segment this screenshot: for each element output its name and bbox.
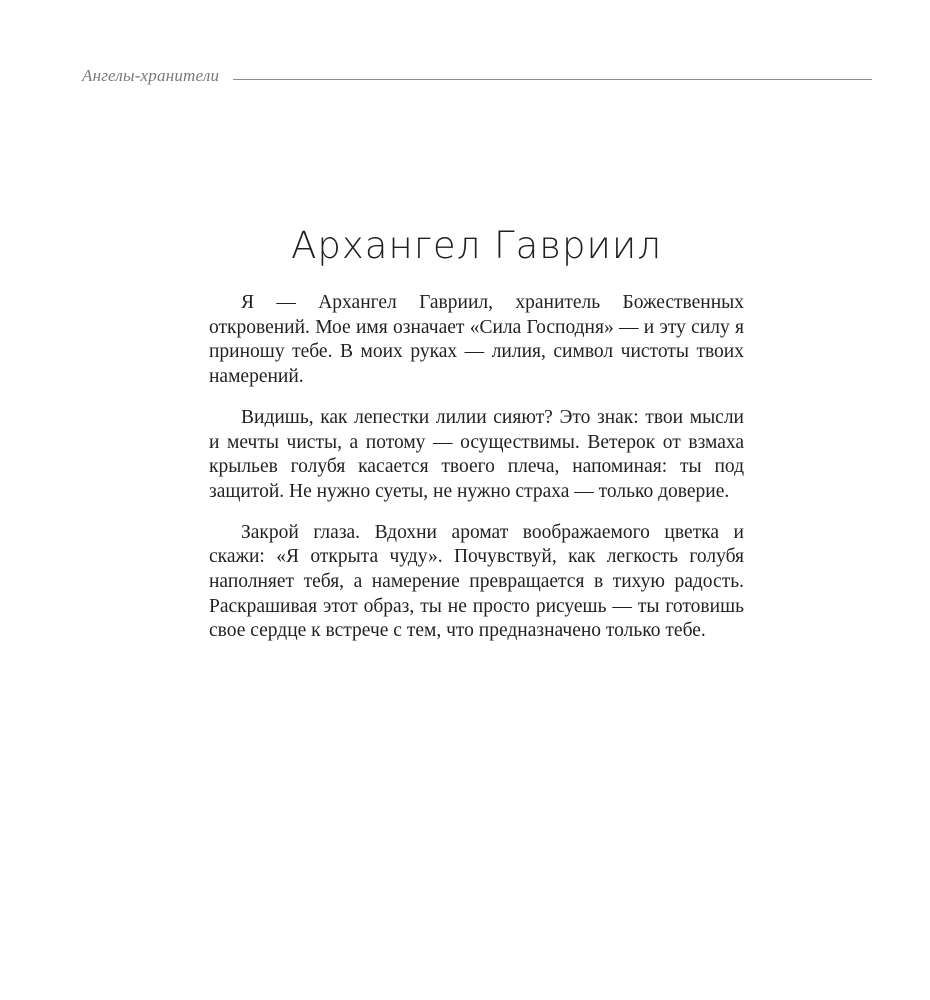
body-text [209,291,744,660]
paragraph-2: Видишь, как лепестки лилии сияют? Это знак: твои мысли и мечты чисты, а потому — осуществимы. Ветерок от взмаха крыльев голубя касается твоего плеча, напоминая: ты под защитой. Не нужно суеты, не нужно страха — только доверие. [209,406,744,502]
paragraph-1: Я — Архангел Гавриил, хранитель Божественных откровений. Мое имя означает «Сила Господня» — и эту силу я приношу тебе. В моих руках — лилия, символ чистоты твоих намерений. [209,292,744,388]
paragraph-3: Закрой глаза. Вдохни аромат воображаемого цветка и скажи: «Я открыта чуду». Почувствуй, как легкость голубя наполняет тебя, а намерение превращается в тихую радость. Раскрашивая этот образ, ты не просто рисуешь — ты готовишь свое сердце к встрече с тем, что предназначено только тебе. [209,521,744,642]
running-header [82,64,872,88]
running-title: Ангелы-хранители [82,66,220,85]
header-rule [233,79,872,80]
chapter-title: Архангел Гавриил [291,224,662,267]
